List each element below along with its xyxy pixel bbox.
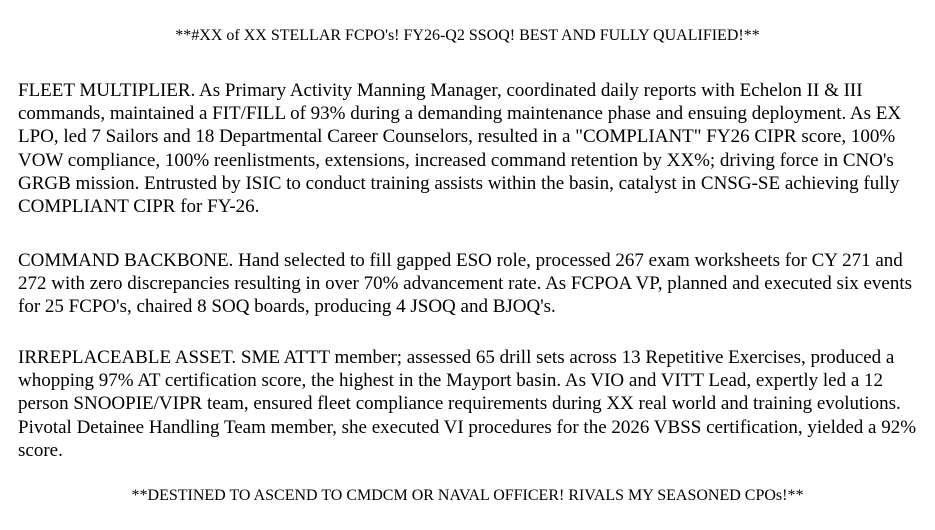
- paragraph-command-backbone: COMMAND BACKBONE. Hand selected to fill gapped ESO role, processed 267 exam worksheets for CY 271 and 272 with zero discrepancies resulting in over 70% advancement rate. As FCPOA VP, planned and executed six events for 25 FCPO's, chaired 8 SOQ boards, producing 4 JSOQ and BJOQ's.: [18, 250, 913, 318]
- document-header: **#XX of XX STELLAR FCPO's! FY26-Q2 SSOQ! BEST AND FULLY QUALIFIED!**: [175, 27, 760, 44]
- paragraph-fleet-multiplier: FLEET MULTIPLIER. As Primary Activity Manning Manager, coordinated daily reports with Echelon II & III commands, maintained a FIT/FILL of 93% during a demanding maintenance phase and ensuing deployment. As EX LPO, led 7 Sailors and 18 Departmental Career Counselors, resulted in a "COMPLIANT" FY26 CIPR score, 100% VOW compliance, 100% reenlistments, extensions, increased command retention by XX%; driving force in CNO's GRGB mission. Entrusted by ISIC to conduct training assists within the basin, catalyst in CNSG-SE achieving fully COMPLIANT CIPR for FY-26.: [18, 80, 902, 218]
- paragraph-irreplaceable-asset: IRREPLACEABLE ASSET. SME ATTT member; assessed 65 drill sets across 13 Repetitive Exercises, produced a whopping 97% AT certification score, the highest in the Mayport basin. As VIO and VITT Lead, expertly led a 12 person SNOOPIE/VIPR team, ensured fleet compliance requirements during XX real world and training evolutions. Pivotal Detainee Handling Team member, she executed VI procedures for the 2026 VBSS certification, yielded a 92% score.: [18, 347, 917, 461]
- document-footer: **DESTINED TO ASCEND TO CMDCM OR NAVAL OFFICER! RIVALS MY SEASONED CPOs!**: [131, 487, 804, 504]
